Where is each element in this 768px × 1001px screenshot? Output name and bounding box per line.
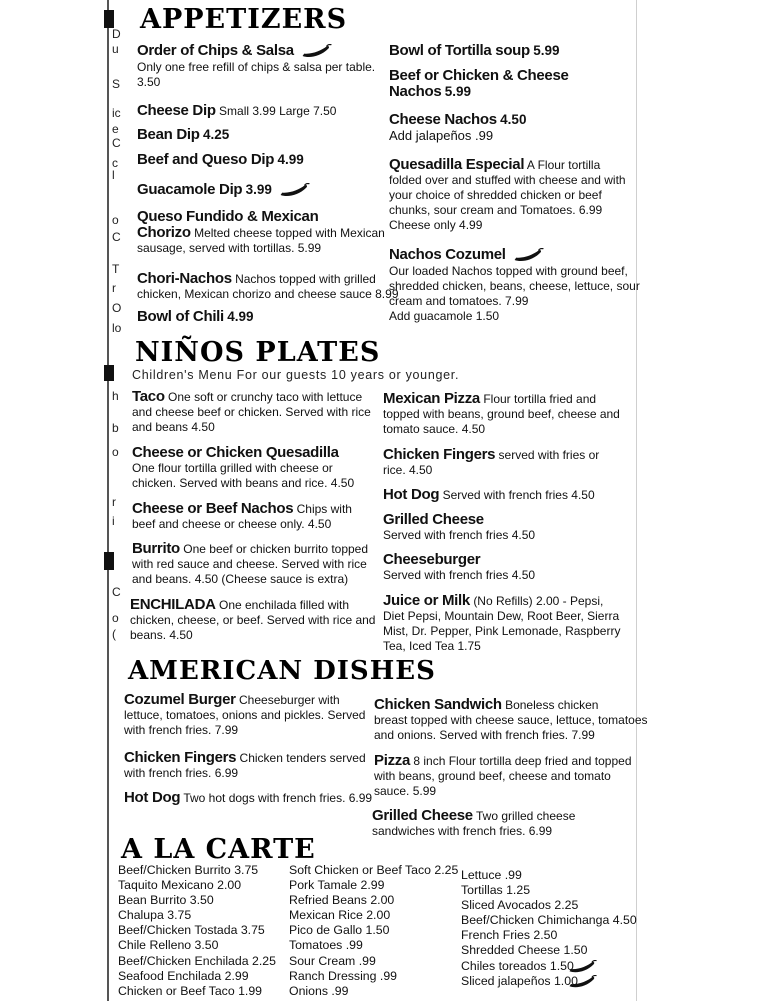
item-name: Chicken Sandwich bbox=[374, 696, 502, 713]
item-desc: Served with french fries 4.50 bbox=[383, 568, 536, 582]
menu-item bbox=[124, 750, 366, 781]
item-desc: Melted cheese topped with Mexican bbox=[194, 226, 385, 240]
menu-item bbox=[130, 597, 375, 643]
edge-fragment: D bbox=[112, 27, 121, 41]
item-name: Bowl of Tortilla soup bbox=[389, 42, 530, 59]
item-desc: your choice of shredded chicken or beef bbox=[389, 188, 602, 202]
edge-fragment: u bbox=[112, 42, 119, 56]
item-desc: Only one free refill of chips & salsa per table. bbox=[137, 59, 376, 74]
item-desc: beans. 4.50 bbox=[130, 628, 193, 642]
item-desc: One enchilada filled with bbox=[218, 598, 350, 612]
menu-item bbox=[137, 209, 385, 256]
item-desc: Tea, Iced Tea 1.75 bbox=[383, 639, 481, 653]
item-name: Bowl of Chili bbox=[137, 308, 224, 325]
menu-item bbox=[137, 127, 229, 143]
item-price: 4.99 bbox=[227, 309, 254, 324]
menu-item bbox=[372, 808, 575, 839]
item-desc: with beans, ground beef, cheese and tomato bbox=[374, 769, 611, 783]
edge-fragment: S bbox=[112, 77, 121, 91]
carte-item: Onions .99 bbox=[289, 983, 349, 998]
item-price: 3.50 bbox=[137, 74, 161, 89]
carte-item: Bean Burrito 3.50 bbox=[118, 893, 214, 908]
carte-item: Chicken or Beef Taco 1.99 bbox=[118, 983, 263, 998]
menu-item bbox=[132, 501, 352, 532]
item-desc: chunks, sour cream and Tomatoes. 6.99 bbox=[389, 203, 603, 217]
menu-item bbox=[132, 389, 371, 435]
item-name: Queso Fundido & Mexican bbox=[137, 208, 319, 225]
menu-item bbox=[137, 309, 254, 325]
item-desc: Cheese only 4.99 bbox=[389, 218, 483, 232]
edge-mark bbox=[104, 365, 114, 381]
ninos-subtitle: Children's Menu For our guests 10 years or younger. bbox=[132, 368, 460, 382]
edge-fragment: e bbox=[112, 122, 119, 136]
item-desc: and beans. 4.50 (Cheese sauce is extra) bbox=[132, 572, 349, 586]
menu-item bbox=[137, 271, 399, 302]
carte-item: Pork Tamale 2.99 bbox=[289, 878, 385, 893]
item-name: Guacamole Dip bbox=[137, 181, 243, 198]
appetizers-title: APPETIZERS bbox=[140, 4, 348, 35]
item-desc: sauce. 5.99 bbox=[374, 784, 437, 798]
carte-item: Ranch Dressing .99 bbox=[289, 968, 397, 983]
item-name: Cozumel Burger bbox=[124, 691, 236, 708]
item-desc: Boneless chicken bbox=[505, 698, 599, 712]
carte-item: Pico de Gallo 1.50 bbox=[289, 923, 390, 938]
item-desc: Add guacamole 1.50 bbox=[389, 308, 500, 323]
item-name: Cheeseburger bbox=[383, 551, 481, 568]
item-name: Grilled Cheese bbox=[383, 511, 484, 528]
edge-fragment: O bbox=[112, 301, 122, 315]
item-desc: 8 inch Flour tortilla deep fried and topped bbox=[413, 754, 632, 768]
fold-line bbox=[107, 0, 109, 1001]
carte-column-3 bbox=[461, 868, 637, 989]
item-desc: sandwiches with french fries. 6.99 bbox=[372, 824, 553, 838]
edge-fragment: o bbox=[112, 611, 119, 625]
edge-fragment: ( bbox=[112, 627, 116, 641]
pepper-icon bbox=[301, 44, 333, 60]
carte-column-1 bbox=[118, 863, 276, 999]
item-desc: One soft or crunchy taco with lettuce bbox=[168, 390, 363, 404]
item-desc: served with fries or bbox=[498, 448, 600, 462]
item-name: Cheese Dip bbox=[137, 102, 216, 119]
item-name: Mexican Pizza bbox=[383, 390, 480, 407]
menu-item bbox=[383, 593, 620, 654]
item-name: Hot Dog bbox=[383, 486, 440, 503]
carte-item: Beef/Chicken Burrito 3.75 bbox=[118, 863, 259, 877]
pepper-icon bbox=[568, 975, 598, 990]
item-desc: shredded chicken, beans, cheese, lettuce, sour bbox=[389, 278, 640, 293]
item-name: Chorizo bbox=[137, 224, 191, 241]
edge-fragment: o bbox=[112, 213, 119, 227]
item-desc: with red sauce and cheese. Served with rice bbox=[132, 557, 367, 571]
carte-item: Seafood Enchilada 2.99 bbox=[118, 968, 249, 983]
menu-item bbox=[389, 68, 569, 100]
item-name: Order of Chips & Salsa bbox=[137, 42, 294, 59]
menu-item bbox=[374, 753, 632, 799]
item-name: Chicken Fingers bbox=[383, 446, 496, 463]
item-desc: breast topped with cheese sauce, lettuce, tomatoes bbox=[374, 713, 648, 727]
item-desc: and onions. Served with french fries. 7.99 bbox=[374, 728, 595, 742]
item-desc: Two hot dogs with french fries. 6.99 bbox=[183, 791, 373, 805]
item-price: 5.99 bbox=[444, 84, 472, 99]
carte-item: Sliced jalapeños 1.00 bbox=[461, 973, 578, 988]
item-desc: topped with beans, ground beef, cheese and bbox=[383, 407, 620, 421]
item-name: Burrito bbox=[132, 540, 180, 557]
item-desc: with french fries. 6.99 bbox=[124, 766, 239, 780]
item-desc: Diet Pepsi, Mountain Dew, Root Beer, Sierra bbox=[383, 609, 620, 623]
edge-mark bbox=[104, 10, 114, 28]
item-desc: chicken. Served with beans and rice. 4.50 bbox=[132, 476, 355, 490]
edge-fragment: ic bbox=[112, 106, 121, 120]
menu-item bbox=[374, 697, 648, 743]
edge-fragment: r bbox=[112, 281, 116, 295]
item-name: Bean Dip bbox=[137, 126, 200, 143]
item-name: Cheese or Beef Nachos bbox=[132, 500, 294, 517]
item-desc: Flour tortilla fried and bbox=[483, 392, 597, 406]
menu-item bbox=[137, 103, 336, 119]
menu-item bbox=[132, 541, 368, 587]
edge-fragment: i bbox=[112, 514, 115, 528]
page-fold-edge bbox=[0, 0, 132, 1001]
american-title: AMERICAN DISHES bbox=[128, 656, 436, 686]
edge-fragment: lo bbox=[112, 321, 122, 335]
item-desc: Cheeseburger with bbox=[239, 693, 340, 707]
item-name: Cheese or Chicken Quesadilla bbox=[132, 444, 339, 461]
item-desc: rice. 4.50 bbox=[383, 463, 433, 477]
item-desc: Nachos topped with grilled bbox=[235, 272, 376, 286]
item-desc: One flour tortilla grilled with cheese or bbox=[132, 461, 333, 475]
menu-item bbox=[389, 43, 560, 59]
carte-item: Refried Beans 2.00 bbox=[289, 893, 395, 908]
carte-item: Shredded Cheese 1.50 bbox=[461, 943, 588, 958]
item-desc: cream and tomatoes. 7.99 bbox=[389, 293, 529, 308]
menu-item bbox=[124, 692, 365, 738]
pepper-icon bbox=[513, 248, 545, 264]
item-name: Taco bbox=[132, 388, 165, 405]
menu-item bbox=[132, 445, 354, 491]
edge-fragment: C bbox=[112, 585, 121, 599]
item-desc: Small 3.99 Large 7.50 bbox=[219, 104, 337, 118]
carte-item: Soft Chicken or Beef Taco 2.25 bbox=[289, 863, 459, 877]
item-desc: chicken, Mexican chorizo and cheese sauce 8.99 bbox=[137, 287, 399, 301]
item-name: Nachos Cozumel bbox=[389, 246, 506, 263]
menu-item bbox=[137, 152, 304, 168]
item-name: Beef or Chicken & Cheese bbox=[389, 67, 569, 84]
item-desc: beef and cheese or cheese only. 4.50 bbox=[132, 517, 332, 531]
item-desc: with french fries. 7.99 bbox=[124, 723, 239, 737]
item-desc: Two grilled cheese bbox=[475, 809, 576, 823]
edge-fragment: T bbox=[112, 262, 120, 276]
item-name: Grilled Cheese bbox=[372, 807, 473, 824]
edge-mark bbox=[104, 552, 114, 570]
item-name: Cheese Nachos bbox=[389, 111, 497, 128]
item-name: Chori-Nachos bbox=[137, 270, 232, 287]
item-name: Pizza bbox=[374, 752, 411, 769]
carte-item: Sour Cream .99 bbox=[289, 953, 376, 968]
item-desc: chicken, cheese, or beef. Served with rice and bbox=[130, 613, 376, 627]
edge-fragment: C bbox=[112, 230, 121, 244]
ninos-title: NIÑOS PLATES bbox=[135, 337, 381, 368]
edge-fragment: r bbox=[112, 495, 116, 509]
pepper-icon bbox=[279, 183, 311, 199]
item-price: 4.50 bbox=[500, 112, 527, 127]
item-desc: Served with french fries 4.50 bbox=[383, 528, 536, 542]
item-desc: (No Refills) 2.00 - Pepsi, bbox=[473, 594, 604, 608]
item-name: Nachos bbox=[389, 83, 442, 100]
item-desc: Served with french fries 4.50 bbox=[442, 488, 595, 502]
carte-item: Beef/Chicken Chimichanga 4.50 bbox=[461, 913, 637, 928]
menu-item bbox=[383, 447, 599, 478]
item-desc: and cheese beef or chicken. Served with rice bbox=[132, 405, 371, 419]
carte-item: Taquito Mexicano 2.00 bbox=[118, 878, 242, 893]
item-desc: Chicken tenders served bbox=[239, 751, 366, 765]
carte-item: Sliced Avocados 2.25 bbox=[461, 898, 579, 913]
carte-item: Beef/Chicken Tostada 3.75 bbox=[118, 923, 265, 938]
item-desc: folded over and stuffed with cheese and with bbox=[389, 173, 626, 187]
item-name: Beef and Queso Dip bbox=[137, 151, 275, 168]
item-desc: One beef or chicken burrito topped bbox=[183, 542, 369, 556]
menu-item bbox=[124, 790, 372, 806]
item-price: 4.99 bbox=[277, 152, 304, 167]
item-name: Chicken Fingers bbox=[124, 749, 237, 766]
item-name: Juice or Milk bbox=[383, 592, 470, 609]
edge-fragment: C bbox=[112, 136, 121, 150]
edge-fragment: b bbox=[112, 421, 119, 435]
carte-item: Tortillas 1.25 bbox=[461, 883, 531, 898]
item-price: 5.99 bbox=[533, 43, 560, 58]
menu-item bbox=[389, 157, 626, 233]
carte-item: Chile Relleno 3.50 bbox=[118, 938, 219, 953]
edge-fragment: o bbox=[112, 445, 119, 459]
menu-item bbox=[137, 182, 311, 199]
item-desc: Our loaded Nachos topped with ground beef, bbox=[389, 263, 628, 278]
item-name: ENCHILADA bbox=[130, 596, 216, 613]
carte-item: Lettuce .99 bbox=[461, 868, 522, 882]
carte-item: Tomatoes .99 bbox=[289, 938, 363, 953]
menu-item bbox=[383, 512, 535, 543]
item-name: Quesadilla Especial bbox=[389, 156, 525, 173]
carte-column-2 bbox=[289, 863, 458, 999]
item-desc: and beans 4.50 bbox=[132, 420, 215, 434]
edge-fragment: h bbox=[112, 389, 119, 403]
menu-item bbox=[389, 247, 640, 324]
menu-item bbox=[383, 552, 535, 583]
carte-item: Mexican Rice 2.00 bbox=[289, 908, 391, 923]
menu-item bbox=[137, 43, 375, 90]
item-desc: Mist, Dr. Pepper, Pink Lemonade, Raspberry bbox=[383, 624, 621, 638]
right-fold-line bbox=[636, 0, 637, 1001]
item-desc: Chips with bbox=[296, 502, 352, 516]
menu-item bbox=[383, 391, 620, 437]
carte-item: French Fries 2.50 bbox=[461, 928, 558, 943]
item-desc: A Flour tortilla bbox=[526, 158, 601, 172]
item-desc: sausage, served with tortillas. 5.99 bbox=[137, 241, 322, 255]
item-price: 4.25 bbox=[202, 127, 230, 142]
edge-fragment: c bbox=[112, 156, 118, 170]
item-price: 3.99 bbox=[245, 182, 272, 197]
item-desc: Add jalapeños .99 bbox=[389, 128, 494, 143]
item-desc: lettuce, tomatoes, onions and pickles. Served bbox=[124, 708, 366, 722]
item-desc: tomato sauce. 4.50 bbox=[383, 422, 486, 436]
menu-item bbox=[383, 487, 595, 503]
menu-item bbox=[389, 112, 526, 144]
carte-item: Beef/Chicken Enchilada 2.25 bbox=[118, 953, 276, 968]
carte-item: Chiles toreados 1.50 bbox=[461, 958, 574, 973]
pepper-icon bbox=[568, 960, 598, 975]
carte-title: A LA CARTE bbox=[121, 834, 316, 865]
carte-item: Chalupa 3.75 bbox=[118, 908, 192, 923]
item-name: Hot Dog bbox=[124, 789, 181, 806]
edge-fragment: l bbox=[112, 168, 115, 182]
